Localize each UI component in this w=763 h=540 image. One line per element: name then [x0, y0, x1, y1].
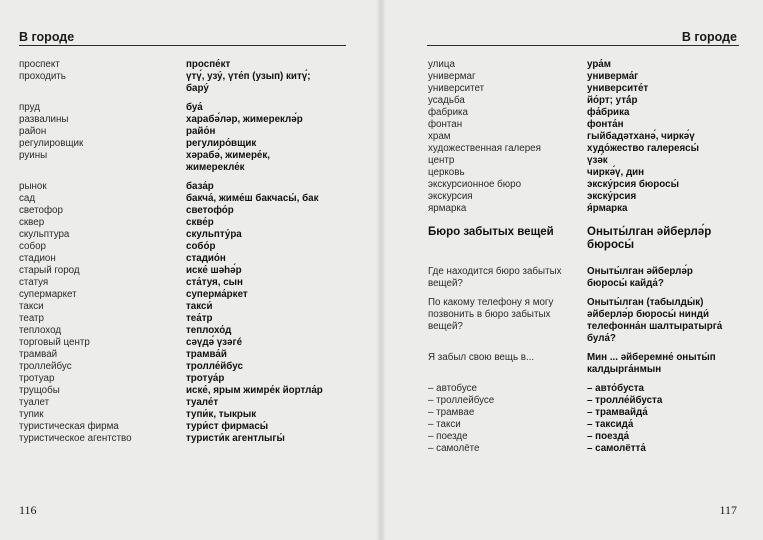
vocab-row: [19, 373, 349, 385]
vocab-row: [19, 253, 349, 265]
vocab-row: [19, 325, 349, 337]
russian-term: тротуар: [19, 373, 55, 384]
tatar-translation: туале́т: [186, 397, 219, 408]
russian-term: тупик: [19, 409, 44, 420]
russian-term: трущобы: [19, 385, 60, 396]
vocab-row: [19, 337, 349, 349]
russian-term: старый город: [19, 265, 80, 276]
russian-term: стадион: [19, 253, 56, 264]
tatar-translation: үтү́, узу́, үте́п (узып) китү́; бару́: [186, 71, 311, 94]
tatar-translation: чиркә́ү, дин: [587, 167, 645, 178]
vocab-row: [19, 241, 349, 253]
tatar-translation: проспе́кт: [186, 59, 231, 70]
left-page-header: В городе: [19, 30, 75, 44]
russian-term: сад: [19, 193, 36, 204]
vocab-row: [19, 421, 349, 433]
tatar-translation: теа́тр: [186, 313, 213, 324]
vocab-row: [428, 431, 743, 443]
vocab-row: [19, 361, 349, 373]
russian-term: фонтан: [428, 119, 463, 130]
tatar-translation: стадио́н: [186, 253, 226, 264]
tatar-translation: – трамвайда́: [587, 407, 648, 418]
tatar-translation: тролле́йбус: [186, 361, 243, 372]
tatar-translation: – самолётта́: [587, 443, 646, 454]
vocab-row: [19, 277, 349, 289]
left-header-rule: [19, 45, 346, 46]
tatar-translation: буа́: [186, 102, 203, 113]
tatar-translation: иске́ шәһә́р: [186, 265, 242, 276]
section-heading-tr: Оныты́лган әйберлә́р бюросы́: [587, 226, 712, 251]
vocab-row: [19, 126, 349, 138]
vocab-row: [19, 217, 349, 229]
tatar-translation: регулиро́вщик: [186, 138, 257, 149]
russian-term: – самолёте: [428, 443, 480, 454]
russian-term: Я забыл свою вещь в...: [428, 352, 535, 363]
vocab-row: [19, 102, 349, 114]
russian-term: центр: [428, 155, 455, 166]
tatar-translation: Оныты́лган әйберлә́р бюросы́ кайда́?: [587, 266, 693, 289]
russian-term: трамвай: [19, 349, 58, 360]
russian-term: развалины: [19, 114, 69, 125]
left-vocabulary-list: [19, 59, 349, 445]
russian-term: пруд: [19, 102, 40, 113]
vocab-row: [428, 297, 743, 345]
tatar-translation: ура́м: [587, 59, 611, 70]
vocab-row: [428, 266, 743, 290]
tatar-translation: собо́р: [186, 241, 216, 252]
tatar-translation: хәрабә́, жимере́к, жимерекле́к: [186, 150, 270, 173]
russian-term: рынок: [19, 181, 47, 192]
tatar-translation: харабә́ләр, жимереклә́р: [186, 114, 303, 125]
russian-term: экскурсия: [428, 191, 473, 202]
vocab-row: [428, 443, 743, 455]
tatar-translation: такси́: [186, 301, 213, 312]
russian-term: – такси: [428, 419, 461, 430]
tatar-translation: – поезда́: [587, 431, 630, 442]
vocab-row: [428, 383, 743, 395]
russian-term: торговый центр: [19, 337, 90, 348]
vocab-row: [19, 301, 349, 313]
tatar-translation: туристи́к агентлыгы́: [186, 433, 285, 444]
russian-term: туристическое агентство: [19, 433, 132, 444]
vocab-row: [428, 167, 743, 179]
tatar-translation: – таксида́: [587, 419, 634, 430]
russian-term: туалет: [19, 397, 50, 408]
vocab-row: [428, 119, 743, 131]
tatar-translation: экску́рсия: [587, 191, 637, 202]
russian-term: экскурсионное бюро: [428, 179, 522, 190]
russian-term: художественная галерея: [428, 143, 541, 154]
russian-term: супермаркет: [19, 289, 77, 300]
vocab-row: [19, 114, 349, 126]
vocab-row: [428, 191, 743, 203]
right-page-number: 117: [719, 503, 737, 517]
section-heading: [428, 226, 743, 252]
russian-term: собор: [19, 241, 46, 252]
russian-term: – поезде: [428, 431, 468, 442]
tatar-translation: экску́рсия бюросы́: [587, 179, 679, 190]
tatar-translation: ста́туя, сын: [186, 277, 243, 288]
vocab-row: [428, 407, 743, 419]
russian-term: фабрика: [428, 107, 468, 118]
russian-term: универмаг: [428, 71, 476, 82]
vocab-row: [428, 95, 743, 107]
russian-term: такси: [19, 301, 44, 312]
russian-term: теплоход: [19, 325, 62, 336]
vocab-row: [428, 419, 743, 431]
vocab-row: [428, 71, 743, 83]
left-page: [0, 0, 380, 540]
tatar-translation: скульпту́ра: [186, 229, 242, 240]
russian-term: – автобусе: [428, 383, 477, 394]
tatar-translation: сәүдә́ үзәгé: [186, 337, 243, 348]
russian-term: руины: [19, 150, 48, 161]
vocab-row: [19, 193, 349, 205]
tatar-translation: иске́, ярым жимре́к йортла́р: [186, 385, 323, 396]
russian-term: троллейбус: [19, 361, 72, 372]
vocab-row: [428, 395, 743, 407]
tatar-translation: Мин ... әйберемне́ оныты́п калдырга́нмын: [587, 352, 716, 375]
russian-term: По какому телефону я могу позвонить в бюро забытых вещей?: [428, 297, 554, 332]
russian-term: сквер: [19, 217, 45, 228]
right-page-header: В городе: [681, 30, 737, 44]
vocab-row: [19, 409, 349, 421]
tatar-translation: райо́н: [186, 126, 216, 137]
russian-term: Где находится бюро забытых вещей?: [428, 266, 562, 289]
vocab-row: [428, 203, 743, 215]
russian-term: храм: [428, 131, 451, 142]
tatar-translation: светофо́р: [186, 205, 234, 216]
tatar-translation: үзә́к: [587, 155, 608, 166]
tatar-translation: трамва́й: [186, 349, 227, 360]
tatar-translation: фа́брика: [587, 107, 630, 118]
vocab-row: [19, 313, 349, 325]
vocab-row: [19, 385, 349, 397]
vocab-row: [428, 131, 743, 143]
russian-term: усадьба: [428, 95, 465, 106]
tatar-translation: суперма́ркет: [186, 289, 248, 300]
russian-term: туристическая фирма: [19, 421, 119, 432]
tatar-translation: универма́г: [587, 71, 639, 82]
vocab-row: [19, 150, 349, 174]
vocab-row: [428, 155, 743, 167]
russian-term: улица: [428, 59, 455, 70]
russian-term: – троллейбусе: [428, 395, 495, 406]
russian-term: университет: [428, 83, 485, 94]
tatar-translation: гыйбадәтханә́, чиркә́ү: [587, 131, 695, 142]
tatar-translation: тупи́к, тыкрык: [186, 409, 257, 420]
russian-term: район: [19, 126, 47, 137]
russian-term: проходить: [19, 71, 66, 82]
vocab-row: [19, 265, 349, 277]
tatar-translation: йо́рт; утá́р: [587, 95, 638, 106]
vocab-row: [19, 205, 349, 217]
tatar-translation: бакча́, жиме́ш бакчасы́, бак: [186, 193, 319, 204]
right-header-rule: [427, 45, 739, 46]
vocab-row: [19, 433, 349, 445]
russian-term: статуя: [19, 277, 49, 288]
vocab-row: [19, 349, 349, 361]
vocab-row: [19, 59, 349, 71]
tatar-translation: худо́жество галереясы́: [587, 143, 699, 154]
tatar-translation: тротуа́р: [186, 373, 225, 384]
russian-term: светофор: [19, 205, 63, 216]
tatar-translation: – авто́буста: [587, 383, 644, 394]
right-vocabulary-list: [428, 59, 743, 455]
vocab-row: [19, 229, 349, 241]
tatar-translation: – тролле́йбуста: [587, 395, 663, 406]
vocab-row: [19, 397, 349, 409]
vocab-row: [428, 352, 743, 376]
russian-term: проспект: [19, 59, 60, 70]
russian-term: театр: [19, 313, 44, 324]
right-page: [381, 0, 763, 540]
vocab-row: [19, 181, 349, 193]
tatar-translation: я́рмарка: [587, 203, 628, 214]
vocab-row: [428, 179, 743, 191]
russian-term: – трамвае: [428, 407, 475, 418]
vocab-row: [19, 289, 349, 301]
tatar-translation: университе́т: [587, 83, 649, 94]
russian-term: ярмарка: [428, 203, 467, 214]
vocab-row: [19, 138, 349, 150]
tatar-translation: скве́р: [186, 217, 214, 228]
left-page-number: 116: [19, 503, 37, 517]
section-heading-ru: Бюро забытых вещей: [428, 226, 554, 238]
vocab-row: [428, 83, 743, 95]
russian-term: церковь: [428, 167, 465, 178]
russian-term: скульптура: [19, 229, 70, 240]
tatar-translation: тури́ст фирмасы́: [186, 421, 269, 432]
vocab-row: [428, 143, 743, 155]
tatar-translation: база́р: [186, 181, 214, 192]
tatar-translation: теплохо́д: [186, 325, 232, 336]
russian-term: регулировщик: [19, 138, 84, 149]
vocab-row: [428, 107, 743, 119]
vocab-row: [19, 71, 349, 95]
vocab-row: [428, 59, 743, 71]
tatar-translation: фонта́н: [587, 119, 624, 130]
tatar-translation: Оныты́лган (табылды́к) әйберлә́р бюросы́ нинди́ телефонна́н шалтыратырга́ була́?: [587, 297, 723, 344]
